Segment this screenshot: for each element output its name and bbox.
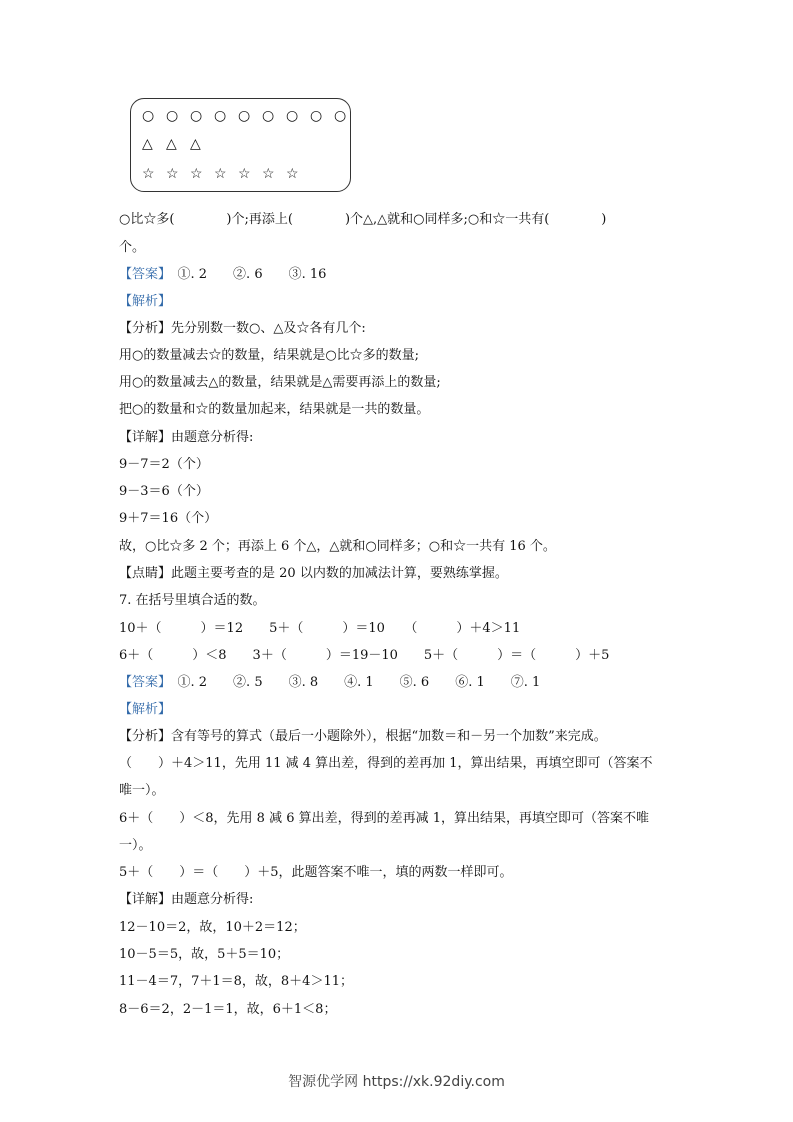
q6-analysis-line: 把○的数量和☆的数量加起来，结果就是一共的数量。 [119,402,430,417]
circle-icon: ○ [238,108,251,124]
q6-calc-line: 9－3＝6（个） [119,484,209,499]
analysis-head: 【分析】 [119,729,172,744]
detail-head: 【详解】 [119,430,172,445]
q7-calc-line: 11－4＝7，7＋1＝8，故，8＋4＞11； [119,974,353,989]
dianjing-head: 【点睛】 [119,566,172,581]
q7-note2-line2: 一）。 [119,838,152,853]
q6-analysis [119,320,366,338]
q7-row2: 6＋（ ）＜8 3＋（ ）＝19－10 5＋（ ）＝（ ）＋5 [119,648,610,663]
answer-text: ①. 2 ②. 5 ③. 8 ④. 1 ⑤. 6 ⑥. 1 ⑦. 1 [164,675,541,690]
star-row [142,166,310,182]
triangle-row [142,136,214,152]
q7-note1-line2: 唯一）。 [119,783,165,798]
circle-icon: ○ [166,108,179,124]
circle-icon: ○ [262,108,275,124]
q6-analysis-line: 用○的数量减去☆的数量，结果就是○比☆多的数量; [119,348,420,363]
q7-analysis [119,728,607,746]
answer-tag: 【答案】 [119,267,165,282]
q6-answer [119,266,326,284]
triangle-icon: △ [166,136,177,152]
star-icon: ☆ [238,166,251,182]
circle-icon: ○ [286,108,299,124]
analysis-text: 含有等号的算式（最后一小题除外），根据“加数＝和－另一个加数”来完成。 [171,729,607,744]
q7-calc-line: 12－10＝2，故，10＋2＝12； [119,920,306,935]
q6-dianjing [119,565,508,583]
circle-icon: ○ [142,108,155,124]
q7-note2-line1: 6＋（ ）＜8，先用 8 减 6 算出差，得到的差再减 1，算出结果，再填空即可（答案不唯 [119,811,650,826]
detail-text: 由题意分析得: [171,892,254,907]
circle-icon: ○ [190,108,203,124]
q6-conclusion: 故，○比☆多 2 个；再添上 6 个△，△就和○同样多；○和☆一共有 16 个。 [119,539,556,554]
star-icon: ☆ [214,166,227,182]
answer-tag: 【答案】 [119,675,165,690]
footer-watermark: 智源优学网 https://xk.92diy.com [288,1074,505,1090]
circle-icon: ○ [214,108,227,124]
q7-note3: 5＋（ ）＝（ ）＋5，此题答案不唯一，填的两数一样即可。 [119,865,513,880]
analysis-head: 【分析】 [119,321,172,336]
q7-calc-line: 10－5＝5，故，5＋5＝10； [119,947,290,962]
star-icon: ☆ [166,166,179,182]
q6-analysis-line: 用○的数量减去△的数量，结果就是△需要再添上的数量; [119,375,441,390]
q6-calc-line: 9－7＝2（个） [119,457,209,472]
triangle-icon: △ [190,136,201,152]
circle-row [142,108,358,124]
q7-calc-line: 8－6＝2，2－1＝1，故，6＋1＜8； [119,1002,337,1017]
star-icon: ☆ [262,166,275,182]
q7-detail [119,891,253,909]
q6-jiexi-tag: 【解析】 [119,294,172,309]
analysis-text: 先分别数一数○、△及☆各有几个: [171,321,366,336]
circle-icon: ○ [310,108,323,124]
q7-title: 7. 在括号里填合适的数。 [119,593,266,608]
q6-question-line1: ○比☆多( )个;再添上( )个△,△就和○同样多;○和☆一共有( ) [119,212,607,227]
q7-note1-line1: （ ）＋4＞11，先用 11 减 4 算出差，得到的差再加 1，算出结果，再填空即可（答案不 [119,756,653,771]
star-icon: ☆ [286,166,299,182]
q7-jiexi-tag: 【解析】 [119,702,172,717]
circle-icon: ○ [334,108,347,124]
detail-head: 【详解】 [119,892,172,907]
star-icon: ☆ [142,166,155,182]
q6-detail [119,429,253,447]
star-icon: ☆ [190,166,203,182]
q6-question-line2: 个。 [119,240,146,255]
q7-answer [119,674,540,692]
triangle-icon: △ [142,136,153,152]
q7-row1: 10＋（ ）＝12 5＋（ ）＝10 （ ）＋4＞11 [119,621,521,636]
detail-text: 由题意分析得: [171,430,254,445]
answer-text: ①. 2 ②. 6 ③. 16 [164,267,327,282]
q6-calc-line: 9＋7＝16（个） [119,511,218,526]
dianjing-text: 此题主要考查的是 20 以内数的加减法计算，要熟练掌握。 [171,566,508,581]
